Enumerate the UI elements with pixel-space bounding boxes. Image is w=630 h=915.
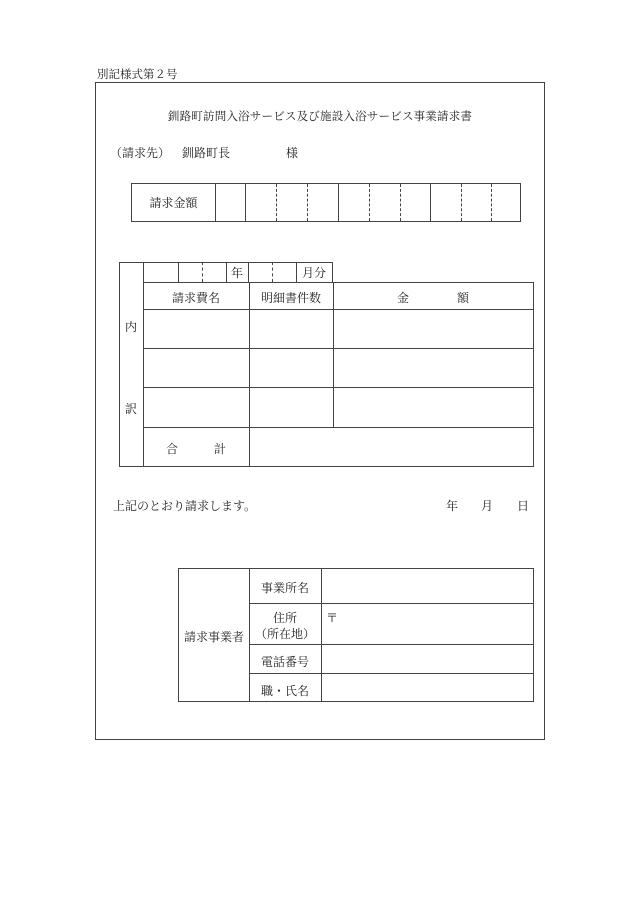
side-label-wake: 訳: [124, 402, 137, 416]
claimant-address-label: 住所: [272, 611, 297, 625]
month-label: 月分: [301, 266, 326, 280]
closing-statement: 上記のとおり請求します。: [113, 499, 257, 513]
table-divider: [202, 262, 203, 282]
addressee-honorific: 様: [286, 146, 299, 160]
date-year-label: 年: [446, 499, 459, 513]
claimant-group-label: 請求事業者: [183, 630, 244, 644]
row3-amount[interactable]: [334, 388, 533, 427]
date-month-label: 月: [481, 499, 494, 513]
addressee-prefix: （請求先）: [110, 146, 171, 160]
row3-fee-name[interactable]: [144, 388, 249, 427]
claimant-title-name-label: 職・氏名: [260, 684, 309, 698]
year-label: 年: [230, 266, 243, 280]
amount-box: [131, 183, 521, 222]
row2-amount[interactable]: [334, 349, 533, 387]
table-divider: [332, 262, 333, 282]
amount-label: 請求金額: [132, 184, 216, 221]
table-border: [119, 466, 534, 467]
row3-count[interactable]: [250, 388, 333, 427]
claimant-title-name-field[interactable]: [322, 674, 534, 702]
breakdown-table: [119, 262, 534, 467]
table-divider: [178, 262, 179, 282]
claimant-phone-field[interactable]: [322, 645, 534, 673]
date-day-label: 日: [517, 499, 530, 513]
total-label: 合 計: [165, 442, 226, 456]
table-border: [119, 262, 120, 467]
row1-amount[interactable]: [334, 310, 533, 348]
addressee-line: [110, 144, 298, 161]
claimant-phone-label: 電話番号: [260, 655, 309, 669]
row2-count[interactable]: [250, 349, 333, 387]
row2-fee-name[interactable]: [144, 349, 249, 387]
document-title: 釧路町訪問入浴サービス及び施設入浴サービス事業請求書: [167, 109, 473, 123]
amount-digit-cells[interactable]: [215, 184, 520, 221]
claimant-address-sublabel: （所在地）: [254, 627, 315, 641]
claimant-address-field[interactable]: 〒: [326, 611, 339, 625]
table-divider: [143, 282, 534, 283]
total-value[interactable]: [250, 428, 533, 466]
header-amount: 金 額: [396, 291, 469, 305]
claimant-office-field[interactable]: [322, 569, 534, 603]
claimant-office-label: 事業所名: [260, 581, 309, 595]
side-label-uchi: 内: [124, 320, 137, 334]
header-fee-name: 請求費名: [171, 291, 220, 305]
table-divider: [248, 262, 249, 282]
claimant-table: [178, 568, 534, 702]
row1-count[interactable]: [250, 310, 333, 348]
table-divider: [249, 603, 534, 604]
table-divider: [272, 262, 273, 282]
addressee-name: 釧路町長: [182, 146, 231, 160]
row1-fee-name[interactable]: [144, 310, 249, 348]
form-number-label: 別記様式第２号: [97, 67, 178, 81]
header-statement-count: 明細書件数: [260, 291, 321, 305]
